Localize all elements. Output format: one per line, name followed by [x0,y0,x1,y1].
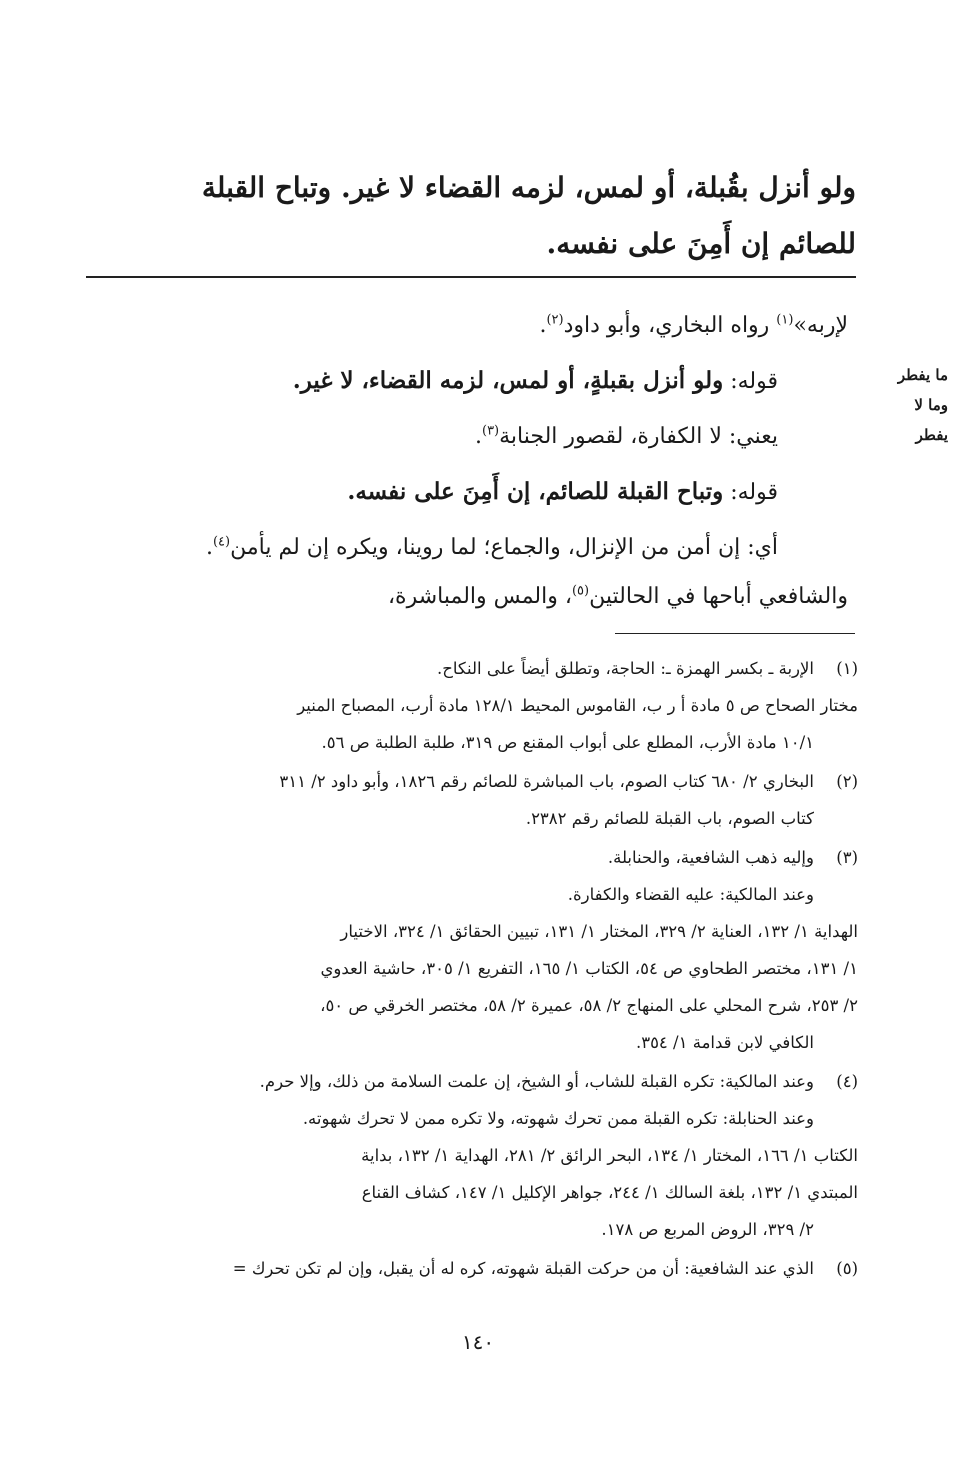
main-text [86,160,856,272]
footnote-ref[interactable]: (٥) [571,583,590,599]
footnote-line: الكافي لابن قدامة ١/ ٣٥٤. [635,1033,814,1052]
footnote-line: المبتدي ١/ ١٣٢، بلغة السالك ١/ ٢٤٤، جواهر الإكليل ١/ ١٤٧، كشاف القناع [361,1183,858,1202]
footnote-line: ٢/ ٣٢٩، الروض المربع ص ١٧٨. [601,1220,814,1239]
footnote-line: الهداية ١/ ١٣٢، العناية ٢/ ٣٢٩، المختار ١/ ١٣١، تبيين الحقائق ١/ ٣٢٤، الاختيار [340,922,858,941]
commentary-text: . [474,424,482,449]
footnote-number: (٥) [836,1259,858,1278]
footnote-divider [615,633,855,634]
commentary-para [95,464,848,520]
footnote-line: مختار الصحاح ص ٥ مادة أ ر ب، القاموس المحيط ١٢٨/١ مادة أرب، المصباح المنير [297,696,858,715]
commentary-para [95,569,848,624]
main-text-line-1: ولو أنزل بقُبلة، أو لمس، لزمه القضاء لا غير. وتباح القبلة [201,171,856,204]
footnote-line: الإربة ـ بكسر الهمزة ـ: الحاجة، وتطلق أيضاً على النكاح. [436,659,814,678]
footnote-line: وعند الحنابلة: تكره القبلة ممن تحرك شهوته، ولا تكره ممن لا تحرك شهوته. [302,1109,814,1128]
footnote-line: وإليه ذهب الشافعية، والحنابلة. [607,848,814,867]
footnotes [85,650,858,1289]
main-text-line-2: للصائم إن أَمِنَ على نفسه. [546,227,856,260]
commentary-para [95,298,848,353]
quoted-matn: وتباح القبلة للصائم، إن أَمِنَ على نفسه. [347,478,724,505]
commentary [95,298,848,624]
footnote-ref[interactable]: (٢) [546,312,564,328]
page-number: ١٤٠ [461,1330,495,1354]
margin-heading-line: وما لا [914,396,948,414]
footnote-line: كتاب الصوم، باب القبلة للصائم رقم ٢٣٨٢. [525,809,814,828]
footnote-line: الذي عند الشافعية: أن من حركت القبلة شهوته، كره له أن يقبل، وإن لم تكن تحرك = [232,1259,814,1278]
footnote-line: وعند المالكية: عليه القضاء والكفارة. [567,885,814,904]
commentary-text: أي: إن أمن من الإنزال، والجماع؛ لما روينا، ويكره إن لم يأمن [230,535,778,560]
footnote-1 [85,650,858,761]
commentary-text: . [205,535,213,560]
commentary-lead: قوله: [723,369,778,394]
footnote-5 [85,1250,858,1287]
footnote-4 [85,1063,858,1248]
footnote-number: (٣) [836,848,858,867]
commentary-text: رواه البخاري، وأبو داود [563,313,777,338]
footnote-line: ٢/ ٢٥٣، شرح المحلي على المنهاج ٢/ ٥٨، عميرة ٢/ ٥٨، مختصر الخرقي ص ٥٠، [320,996,858,1015]
footnote-number: (١) [836,659,858,678]
footnote-line: وعند المالكية: تكره القبلة للشاب، أو الشيخ، إن علمت السلامة من ذلك، وإلا حرم. [259,1072,814,1091]
commentary-lead: قوله: [723,480,778,505]
commentary-para [95,409,848,464]
text-divider [86,276,856,278]
commentary-para [95,520,848,575]
commentary-text: . [539,313,547,338]
footnote-line: ١/ ١٣١، مختصر الطحاوي ص ٥٤، الكتاب ١/ ١٦٥، التفريع ١/ ٣٠٥، حاشية العدوي [320,959,858,978]
margin-heading [868,360,948,450]
commentary-para [95,353,848,409]
margin-heading-line: يفطر [915,426,948,444]
footnote-number: (٢) [836,772,858,791]
commentary-text: لإربه» [793,313,848,338]
footnote-ref[interactable]: (٣) [481,423,500,439]
footnote-3 [85,839,858,1061]
footnote-line: ١٠/١ مادة الأرب، المطلع على أبواب المقنع ص ٣١٩، طلبة الطلبة ص ٥٦. [321,733,814,752]
footnote-2 [85,763,858,837]
footnote-line: البخاري ٢/ ٦٨٠ كتاب الصوم، باب المباشرة للصائم رقم ١٨٢٦، وأبو داود ٢/ ٣١١ [279,772,814,791]
commentary-text: ، والمس والمباشرة، [387,584,572,609]
footnote-ref[interactable]: (١) [776,312,794,328]
quoted-matn: ولو أنزل بقبلةٍ، أو لمس، لزمه القضاء، لا غير. [292,367,724,394]
commentary-text: والشافعي أباحها في الحالتين [589,584,848,609]
footnote-ref[interactable]: (٤) [212,534,231,550]
margin-heading-line: ما يفطر [897,366,948,384]
commentary-text: يعني: لا الكفارة، لقصور الجنابة [499,424,778,449]
footnote-number: (٤) [836,1072,858,1091]
footnote-line: الكتاب ١/ ١٦٦، المختار ١/ ١٣٤، البحر الرائق ٢/ ٢٨١، الهداية ١/ ١٣٢، بداية [361,1146,858,1165]
